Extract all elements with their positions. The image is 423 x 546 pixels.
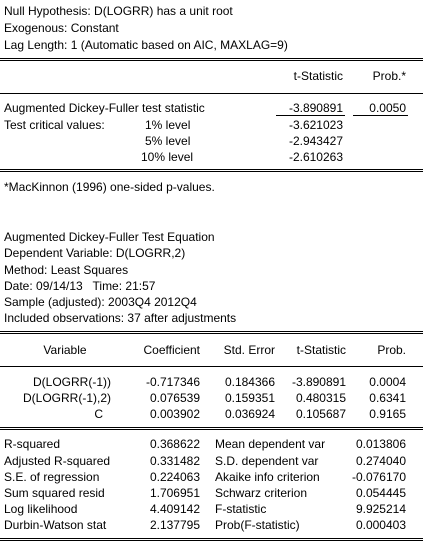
coef-top-rule — [0, 331, 423, 334]
stat-label: Akaike info criterion — [215, 470, 320, 484]
tstat-value: 0.480315 — [295, 391, 346, 405]
stat-value: 0.000403 — [355, 518, 406, 532]
prob-value: 0.0004 — [369, 375, 406, 389]
stat-value: 0.054445 — [355, 486, 406, 500]
stat-label: Schwarz criterion — [215, 486, 308, 500]
stat-value: 0.368622 — [149, 437, 200, 451]
tstat-underline — [276, 115, 345, 116]
level-value: -2.943427 — [288, 134, 343, 148]
prob-value: 0.6341 — [369, 391, 406, 405]
stat-value: 0.274040 — [355, 454, 406, 468]
tstat-value: -3.890891 — [291, 375, 346, 389]
col-header-tstat: t-Statistic — [293, 69, 343, 83]
coef-value: 0.003902 — [149, 407, 200, 421]
stat-label: S.D. dependent var — [215, 454, 319, 468]
level-value: -3.621023 — [288, 118, 343, 132]
stat-value: -0.076170 — [351, 470, 406, 484]
std-error-value: 0.184366 — [224, 375, 275, 389]
footnote: *MacKinnon (1996) one-sided p-values. — [4, 180, 215, 194]
prob-value: 0.9165 — [369, 407, 406, 421]
std-error-value: 0.036924 — [224, 407, 275, 421]
level-value: -2.610263 — [288, 150, 343, 164]
stat-label: S.E. of regression — [4, 470, 100, 484]
col-header-prob: Prob.* — [372, 69, 406, 83]
stats-bottom-rule — [0, 538, 423, 541]
equation-title: Augmented Dickey-Fuller Test Equation — [4, 230, 215, 244]
stat-label: R-squared — [4, 437, 61, 451]
level-label: 1% level — [145, 118, 191, 132]
coef-header-rule — [0, 366, 423, 367]
coef-header-std-error: Std. Error — [223, 343, 275, 357]
coef-value: -0.717346 — [145, 375, 200, 389]
exogenous-line: Exogenous: Constant — [4, 21, 119, 35]
tstat-value: 0.105687 — [295, 407, 346, 421]
coef-header-tstat: t-Statistic — [296, 343, 346, 357]
method-line: Method: Least Squares — [4, 263, 129, 277]
stat-label: Sum squared resid — [4, 486, 105, 500]
coef-variable: D(LOGRR(-1)) — [33, 375, 111, 389]
adf-tstat: -3.890891 — [288, 101, 343, 115]
lag-length-line: Lag Length: 1 (Automatic based on AIC, MAXLAG=9) — [4, 38, 288, 52]
stat-label: Mean dependent var — [215, 437, 326, 451]
stat-label: Adjusted R-squared — [4, 454, 111, 468]
observations-line: Included observations: 37 after adjustments — [4, 311, 237, 325]
coef-value: 0.076539 — [149, 391, 200, 405]
coef-header-coefficient: Coefficient — [143, 343, 200, 357]
stat-label: Prob(F-statistic) — [215, 518, 300, 532]
stat-value: 0.331482 — [149, 454, 200, 468]
critical-values-label: Test critical values: — [4, 118, 105, 132]
stat-label: Durbin-Watson stat — [4, 518, 107, 532]
adf-label: Augmented Dickey-Fuller test statistic — [4, 101, 205, 115]
level-label: 10% level — [141, 150, 194, 164]
stat-value: 4.409142 — [149, 502, 200, 516]
stat-value: 1.706951 — [149, 486, 200, 500]
dependent-variable: Dependent Variable: D(LOGRR,2) — [4, 246, 186, 260]
sample-line: Sample (adjusted): 2003Q4 2012Q4 — [4, 295, 197, 309]
std-error-value: 0.159351 — [224, 391, 275, 405]
stat-value: 0.013806 — [355, 437, 406, 451]
coef-bottom-rule — [0, 427, 423, 430]
date-line: Date: 09/14/13 Time: 21:57 — [4, 279, 156, 293]
coef-variable: C — [94, 407, 103, 421]
coef-variable: D(LOGRR(-1),2) — [22, 391, 111, 405]
adf-prob: 0.0050 — [369, 101, 406, 115]
stat-label: Log likelihood — [4, 502, 78, 516]
stat-value: 9.925214 — [355, 502, 406, 516]
coef-header-variable: Variable — [43, 343, 87, 357]
prob-underline — [353, 115, 408, 116]
stat-value: 2.137795 — [149, 518, 200, 532]
level-label: 5% level — [145, 134, 191, 148]
test-table-bottom-rule — [0, 169, 423, 172]
top-rule — [0, 58, 423, 61]
header-rule — [0, 93, 423, 94]
stat-value: 0.224063 — [149, 470, 200, 484]
stat-label: F-statistic — [215, 502, 267, 516]
null-hypothesis: Null Hypothesis: D(LOGRR) has a unit root — [4, 4, 233, 18]
coef-header-prob: Prob. — [377, 343, 406, 357]
